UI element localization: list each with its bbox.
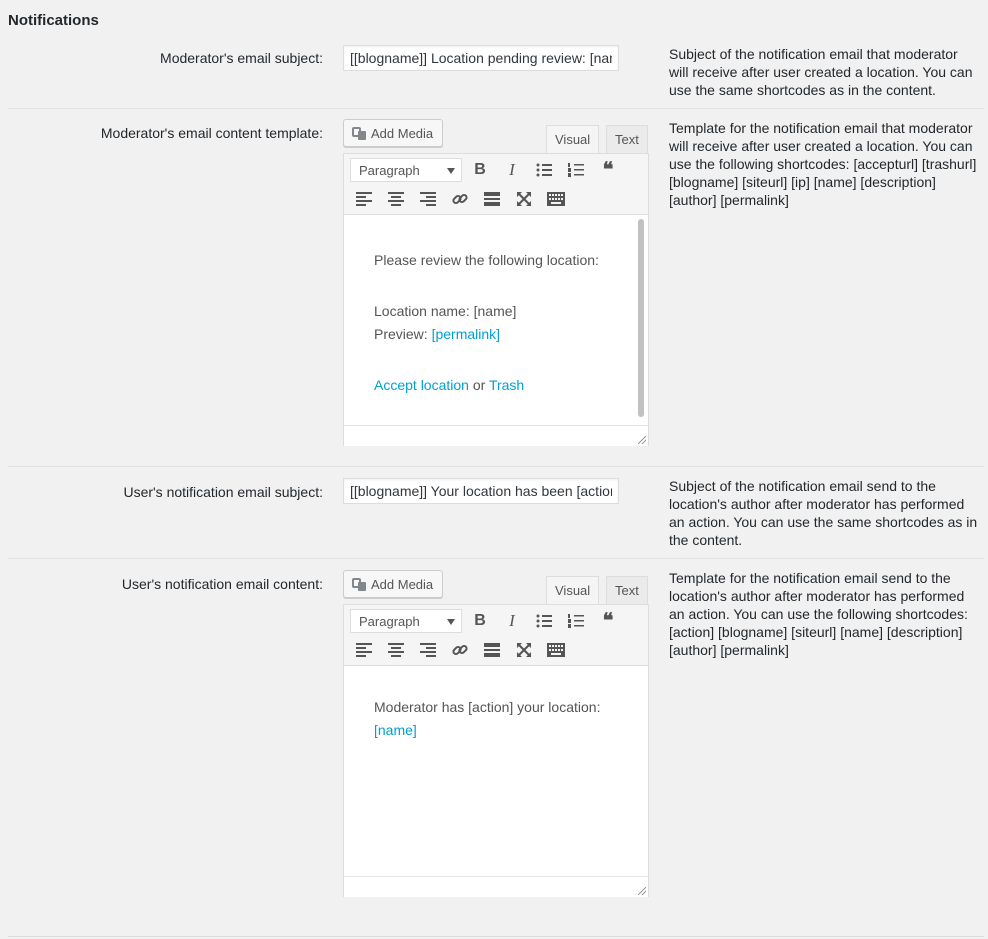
- align-left-button[interactable]: [353, 639, 375, 661]
- tab-text[interactable]: Text: [606, 576, 648, 605]
- add-media-label: Add Media: [371, 125, 434, 141]
- align-right-button[interactable]: [417, 188, 439, 210]
- mod-content-label: Moderator's email content template:: [100, 125, 323, 141]
- read-more-icon: [484, 192, 500, 206]
- tab-text[interactable]: Text: [606, 125, 648, 154]
- content-line: Please review the following location:: [374, 252, 599, 268]
- preview-prefix: Preview:: [374, 326, 432, 342]
- format-select[interactable]: [350, 158, 462, 182]
- numbered-list-button[interactable]: [565, 610, 587, 632]
- editor-toolbar: [343, 604, 649, 666]
- add-media-button[interactable]: [343, 570, 443, 598]
- row-user-subject: [8, 466, 984, 559]
- user-content-text-area[interactable]: [343, 666, 649, 897]
- link-icon: [452, 642, 468, 658]
- tab-visual[interactable]: Visual: [546, 125, 599, 154]
- or-text: or: [468, 377, 489, 393]
- fullscreen-button[interactable]: [513, 188, 535, 210]
- bold-button[interactable]: [469, 159, 491, 181]
- fullscreen-button[interactable]: [513, 639, 535, 661]
- content-line: [374, 374, 624, 397]
- link-icon: [452, 191, 468, 207]
- bullet-list-icon: [536, 614, 552, 628]
- italic-icon: I: [509, 611, 515, 630]
- blockquote-button[interactable]: [597, 158, 619, 180]
- user-content-shortcodes: [action] [blogname] [siteurl] [name] [description] [author] [permalink]: [669, 624, 963, 658]
- mod-subject-label: Moderator's email subject:: [160, 50, 323, 66]
- bold-icon: B: [474, 612, 486, 629]
- toolbar-toggle-button[interactable]: [545, 639, 567, 661]
- editor-toolbar: [343, 153, 649, 215]
- resize-handle-icon[interactable]: [638, 887, 646, 895]
- user-subject-label: User's notification email subject:: [123, 484, 323, 500]
- toolbar-toggle-button[interactable]: [545, 188, 567, 210]
- content-scrollbar[interactable]: [638, 219, 644, 417]
- content-line: Location name: [name]: [374, 303, 517, 319]
- align-center-button[interactable]: [385, 188, 407, 210]
- tab-visual[interactable]: Visual: [546, 576, 599, 605]
- editor-statusbar: [344, 425, 648, 446]
- section-title: Notifications: [8, 12, 99, 29]
- numbered-list-button[interactable]: [565, 159, 587, 181]
- align-center-icon: [388, 643, 404, 657]
- italic-button[interactable]: [501, 159, 523, 181]
- content-line: [374, 323, 624, 346]
- media-icon: [352, 577, 367, 592]
- bullet-list-icon: [536, 163, 552, 177]
- name-link[interactable]: [name]: [374, 722, 417, 738]
- chevron-down-icon: [447, 168, 455, 174]
- fullscreen-icon: [516, 642, 532, 658]
- keyboard-icon: [547, 643, 565, 657]
- chevron-down-icon: [447, 619, 455, 625]
- read-more-button[interactable]: [481, 188, 503, 210]
- add-media-label: Add Media: [371, 576, 434, 592]
- user-content-label: User's notification email content:: [121, 576, 323, 592]
- blockquote-button[interactable]: [597, 609, 619, 631]
- bold-icon: B: [474, 161, 486, 178]
- bold-button[interactable]: [469, 610, 491, 632]
- align-left-icon: [356, 643, 372, 657]
- align-right-icon: [420, 192, 436, 206]
- numbered-list-icon: [568, 614, 584, 628]
- insert-link-button[interactable]: [449, 639, 471, 661]
- mod-content-editor: [343, 119, 649, 457]
- align-left-icon: [356, 192, 372, 206]
- user-content-description: [669, 569, 981, 659]
- media-icon: [352, 126, 367, 141]
- editor-statusbar: [344, 876, 648, 897]
- row-user-content: [8, 558, 984, 912]
- bullet-list-button[interactable]: [533, 610, 555, 632]
- format-select[interactable]: [350, 609, 462, 633]
- align-right-button[interactable]: [417, 639, 439, 661]
- quote-icon: ❝: [602, 609, 614, 632]
- read-more-button[interactable]: [481, 639, 503, 661]
- insert-link-button[interactable]: [449, 188, 471, 210]
- user-subject-input[interactable]: [343, 478, 619, 504]
- numbered-list-icon: [568, 163, 584, 177]
- fullscreen-icon: [516, 191, 532, 207]
- row-mod-subject: [8, 34, 984, 109]
- read-more-icon: [484, 643, 500, 657]
- permalink-link[interactable]: [permalink]: [431, 326, 501, 342]
- user-subject-description: Subject of the notification email send to the location's author after moderator has performed an action. You can use the same shortcodes as in the content.: [669, 478, 978, 548]
- content-line: Moderator has [action] your location:: [374, 699, 601, 715]
- format-select-value: Paragraph: [359, 614, 420, 629]
- italic-button[interactable]: [501, 610, 523, 632]
- accept-location-link[interactable]: Accept location: [374, 377, 469, 393]
- mod-subject-description: Subject of the notification email that moderator will receive after user created a location. You can use the same shortcodes as in the content.: [669, 46, 973, 98]
- align-center-icon: [388, 192, 404, 206]
- italic-icon: I: [509, 160, 515, 179]
- mod-content-description: Template for the notification email that moderator will receive after user created a location. You can use the following shortcodes: [accepturl] [trashurl] [blogname] [siteurl] [ip] [name] [description] [author] [permalink]: [669, 120, 977, 208]
- quote-icon: ❝: [602, 158, 614, 181]
- bullet-list-button[interactable]: [533, 159, 555, 181]
- keyboard-icon: [547, 192, 565, 206]
- user-content-description-text: Template for the notification email send to the location's author after moderator has performed an action. You can use the following shortcodes:: [669, 570, 968, 622]
- mod-subject-input[interactable]: [343, 45, 619, 71]
- align-center-button[interactable]: [385, 639, 407, 661]
- mod-content-text-area[interactable]: [343, 215, 649, 446]
- resize-handle-icon[interactable]: [638, 436, 646, 444]
- format-select-value: Paragraph: [359, 163, 420, 178]
- align-left-button[interactable]: [353, 188, 375, 210]
- trash-link[interactable]: Trash: [488, 377, 525, 393]
- align-right-icon: [420, 643, 436, 657]
- section-divider: [8, 936, 984, 937]
- add-media-button[interactable]: [343, 119, 443, 147]
- row-mod-content: [8, 108, 984, 467]
- user-content-editor: [343, 570, 649, 907]
